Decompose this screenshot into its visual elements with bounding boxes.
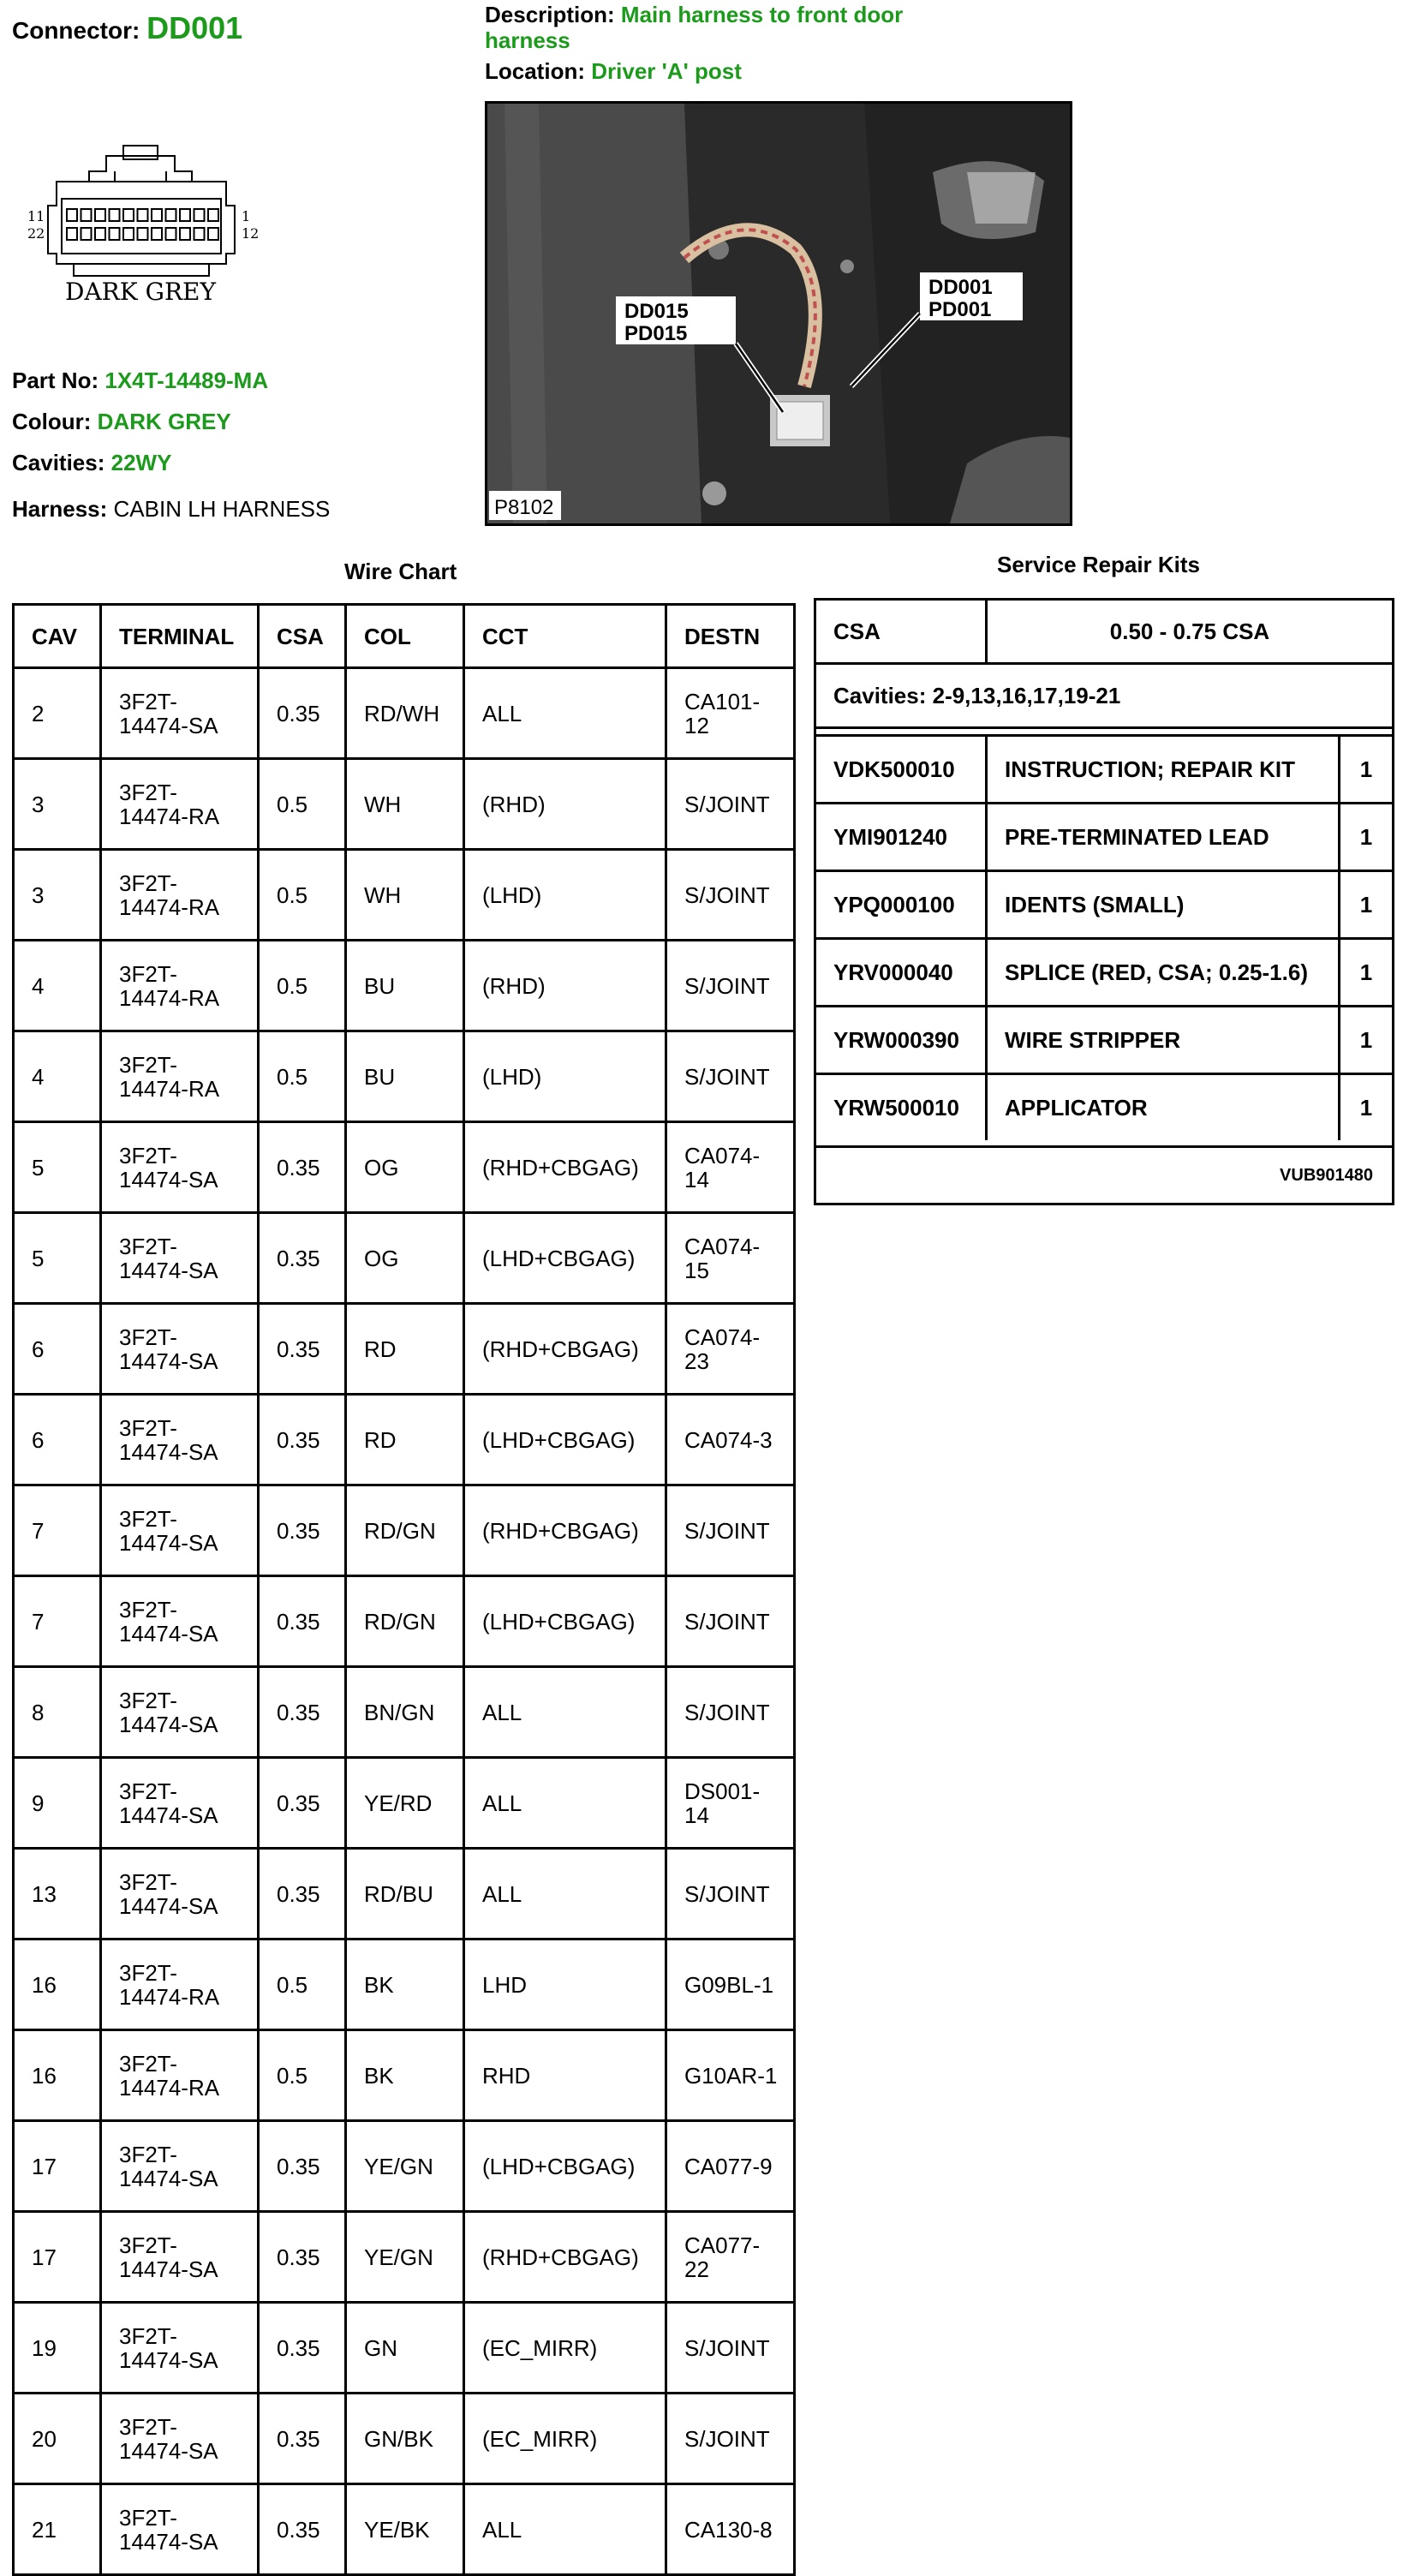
cell-destn: S/JOINT (666, 941, 795, 1031)
cell-col: RD (346, 1304, 464, 1395)
cell-cav: 7 (14, 1576, 101, 1667)
cell-terminal: 3F2T-14474-SA (101, 1122, 259, 1213)
cell-destn: G09BL-1 (666, 1939, 795, 2030)
kit-csa-value: 0.50 - 0.75 CSA (1109, 618, 1270, 644)
cell-csa: 0.5 (259, 850, 346, 941)
table-row (14, 2394, 795, 2484)
connector-cavity (208, 209, 218, 221)
kit-description: PRE-TERMINATED LEAD (988, 804, 1340, 870)
table-row (14, 1849, 795, 1939)
cell-destn: G10AR-1 (666, 2030, 795, 2121)
cell-csa: 0.35 (259, 1758, 346, 1849)
cell-col: WH (346, 759, 464, 850)
cell-terminal: 3F2T-14474-SA (101, 1485, 259, 1576)
cell-destn: S/JOINT (666, 1849, 795, 1939)
cell-cav: 16 (14, 1939, 101, 2030)
cell-terminal: 3F2T-14474-SA (101, 1667, 259, 1758)
connector-cavity (208, 228, 218, 240)
cell-cav: 17 (14, 2121, 101, 2212)
cell-col: OG (346, 1213, 464, 1304)
cell-csa: 0.35 (259, 1667, 346, 1758)
connector-cavity (81, 209, 92, 221)
cell-destn: CA130-8 (666, 2484, 795, 2575)
pin-label-22: 22 (27, 225, 45, 242)
cell-terminal: 3F2T-14474-SA (101, 1849, 259, 1939)
colour-label: Colour: (12, 409, 92, 434)
cell-cav: 17 (14, 2212, 101, 2303)
kit-separator (816, 1140, 1392, 1148)
service-repair-kits-title: Service Repair Kits (997, 552, 1201, 577)
cell-csa: 0.35 (259, 1395, 346, 1485)
wire-chart-title: Wire Chart (344, 559, 457, 584)
cell-terminal: 3F2T-14474-RA (101, 850, 259, 941)
cell-destn: S/JOINT (666, 1031, 795, 1122)
kit-item-row (816, 737, 1392, 804)
cell-col: GN (346, 2303, 464, 2394)
cell-col: BK (346, 2030, 464, 2121)
cell-terminal: 3F2T-14474-SA (101, 2212, 259, 2303)
cell-terminal: 3F2T-14474-SA (101, 1758, 259, 1849)
pin-label-11: 11 (27, 208, 45, 224)
kit-quantity: 1 (1359, 756, 1373, 782)
table-row (14, 1395, 795, 1485)
photo-callout-dd015: DD015 (624, 300, 689, 323)
cell-destn: S/JOINT (666, 759, 795, 850)
cell-cct: (RHD) (464, 759, 666, 850)
kit-item-row (816, 940, 1392, 1007)
kit-quantity: 1 (1359, 823, 1373, 850)
colour-row (12, 401, 330, 442)
photo-callout-dd001: DD001 (928, 276, 993, 299)
table-row (14, 668, 795, 759)
kit-cavities: Cavities: 2-9,13,16,17,19-21 (833, 682, 1121, 708)
kit-part-number: YMI901240 (816, 804, 988, 870)
cell-terminal: 3F2T-14474-SA (101, 2303, 259, 2394)
connector-cavity (67, 209, 77, 221)
cavities-value: 22WY (110, 450, 172, 475)
cell-destn: CA077-9 (666, 2121, 795, 2212)
kit-quantity: 1 (1359, 1094, 1373, 1121)
pin-label-12: 12 (242, 225, 260, 242)
cell-cav: 8 (14, 1667, 101, 1758)
connector-cavity (194, 228, 205, 240)
cell-destn: CA101-12 (666, 668, 795, 759)
cell-cct: RHD (464, 2030, 666, 2121)
connector-cavity (123, 209, 134, 221)
cell-terminal: 3F2T-14474-SA (101, 1304, 259, 1395)
part-number-label: Part No: (12, 368, 99, 393)
cell-col: WH (346, 850, 464, 941)
cell-csa: 0.35 (259, 2121, 346, 2212)
cell-destn: S/JOINT (666, 1667, 795, 1758)
cell-col: BU (346, 941, 464, 1031)
kit-description: WIRE STRIPPER (988, 1007, 1340, 1073)
cell-cct: (RHD+CBGAG) (464, 1485, 666, 1576)
table-row (14, 2484, 795, 2575)
kit-item-row (816, 872, 1392, 940)
cell-csa: 0.5 (259, 2030, 346, 2121)
header-col: COL (346, 605, 464, 668)
cell-col: RD (346, 1395, 464, 1485)
cell-terminal: 3F2T-14474-RA (101, 2030, 259, 2121)
cell-col: RD/BU (346, 1849, 464, 1939)
cell-csa: 0.35 (259, 2484, 346, 2575)
table-row (14, 1485, 795, 1576)
kit-csa-row (816, 601, 1392, 665)
connector-cavity (180, 228, 190, 240)
part-number-row (12, 360, 330, 401)
cell-cav: 3 (14, 850, 101, 941)
cell-cav: 7 (14, 1485, 101, 1576)
cell-cct: (LHD+CBGAG) (464, 1395, 666, 1485)
kit-quantity: 1 (1359, 891, 1373, 917)
connector-cavity (138, 228, 148, 240)
connector-heading (12, 10, 242, 46)
kit-quantity: 1 (1359, 1026, 1373, 1053)
kit-item-row (816, 804, 1392, 872)
cell-cct: (LHD) (464, 850, 666, 941)
kit-part-number: YRW500010 (816, 1075, 988, 1140)
cell-cav: 19 (14, 2303, 101, 2394)
cell-destn: CA074-3 (666, 1395, 795, 1485)
colour-value: DARK GREY (97, 409, 231, 434)
header-csa: CSA (259, 605, 346, 668)
cell-cav: 5 (14, 1213, 101, 1304)
cell-cav: 20 (14, 2394, 101, 2484)
cell-csa: 0.35 (259, 1485, 346, 1576)
table-row (14, 850, 795, 941)
kit-part-number: YRV000040 (816, 940, 988, 1005)
kit-description: SPLICE (RED, CSA; 0.25-1.6) (988, 940, 1340, 1005)
cell-csa: 0.35 (259, 2394, 346, 2484)
cell-col: GN/BK (346, 2394, 464, 2484)
cell-terminal: 3F2T-14474-RA (101, 941, 259, 1031)
cell-col: BU (346, 1031, 464, 1122)
table-row (14, 1213, 795, 1304)
harness-row (12, 488, 330, 529)
table-row (14, 1667, 795, 1758)
photo-figure-id: P8102 (494, 496, 554, 519)
table-row (14, 1576, 795, 1667)
cell-cct: ALL (464, 1758, 666, 1849)
harness-value: CABIN LH HARNESS (113, 496, 331, 522)
cell-csa: 0.35 (259, 668, 346, 759)
cell-cav: 16 (14, 2030, 101, 2121)
cell-csa: 0.5 (259, 941, 346, 1031)
cell-col: BN/GN (346, 1667, 464, 1758)
header-destn: DESTN (666, 605, 795, 668)
cell-terminal: 3F2T-14474-SA (101, 2121, 259, 2212)
cell-terminal: 3F2T-14474-RA (101, 1031, 259, 1122)
photo-callout-pd001: PD001 (928, 298, 992, 321)
cavities-row (12, 442, 330, 483)
cell-cav: 2 (14, 668, 101, 759)
cell-destn: S/JOINT (666, 1576, 795, 1667)
cell-csa: 0.5 (259, 1031, 346, 1122)
kit-csa-label: CSA (816, 601, 988, 662)
cell-cav: 4 (14, 941, 101, 1031)
cell-terminal: 3F2T-14474-SA (101, 2484, 259, 2575)
cell-cav: 9 (14, 1758, 101, 1849)
cell-terminal: 3F2T-14474-SA (101, 1576, 259, 1667)
cell-cav: 6 (14, 1304, 101, 1395)
cell-cct: ALL (464, 1667, 666, 1758)
location-text: Driver 'A' post (591, 58, 742, 84)
cell-terminal: 3F2T-14474-SA (101, 1213, 259, 1304)
kit-separator (816, 729, 1392, 737)
cell-cav: 3 (14, 759, 101, 850)
cell-terminal: 3F2T-14474-RA (101, 1939, 259, 2030)
cell-csa: 0.35 (259, 2303, 346, 2394)
kit-item-row (816, 1007, 1392, 1075)
kit-footer-code: VUB901480 (1280, 1165, 1373, 1185)
kit-item-list (816, 737, 1392, 1140)
cell-cct: LHD (464, 1939, 666, 2030)
connector-cavity (138, 209, 148, 221)
header-terminal: TERMINAL (101, 605, 259, 668)
pin-label-1: 1 (242, 208, 251, 224)
table-row (14, 1304, 795, 1395)
cell-csa: 0.35 (259, 2212, 346, 2303)
cell-destn: DS001-14 (666, 1758, 795, 1849)
connector-cavity (180, 209, 190, 221)
location (485, 58, 742, 85)
cell-col: YE/GN (346, 2212, 464, 2303)
cell-destn: CA074-14 (666, 1122, 795, 1213)
cell-csa: 0.35 (259, 1122, 346, 1213)
cell-cct: (EC_MIRR) (464, 2394, 666, 2484)
cell-col: YE/BK (346, 2484, 464, 2575)
cell-cct: (LHD+CBGAG) (464, 1213, 666, 1304)
connector-cavity (152, 228, 162, 240)
connector-cavity (67, 228, 77, 240)
cell-csa: 0.35 (259, 1304, 346, 1395)
cell-destn: S/JOINT (666, 2394, 795, 2484)
connector-id: DD001 (146, 10, 243, 45)
table-row (14, 2030, 795, 2121)
connector-cavity (95, 228, 105, 240)
connector-cavity (95, 209, 105, 221)
cell-col: OG (346, 1122, 464, 1213)
cell-cav: 13 (14, 1849, 101, 1939)
cell-terminal: 3F2T-14474-SA (101, 2394, 259, 2484)
connector-cavity (110, 209, 120, 221)
cell-cav: 5 (14, 1122, 101, 1213)
table-row (14, 1939, 795, 2030)
description (485, 2, 930, 53)
harness-label: Harness: (12, 496, 108, 522)
table-row (14, 2212, 795, 2303)
connector-cavity (110, 228, 120, 240)
cell-cct: (EC_MIRR) (464, 2303, 666, 2394)
service-repair-kits-table (814, 598, 1394, 1205)
kit-part-number: YRW000390 (816, 1007, 988, 1073)
cell-col: BK (346, 1939, 464, 2030)
cell-terminal: 3F2T-14474-RA (101, 759, 259, 850)
cell-cct: (LHD) (464, 1031, 666, 1122)
kit-cavities-row (816, 665, 1392, 729)
cell-cct: (RHD) (464, 941, 666, 1031)
cell-col: YE/RD (346, 1758, 464, 1849)
cell-csa: 0.35 (259, 1576, 346, 1667)
cell-cct: (LHD+CBGAG) (464, 2121, 666, 2212)
table-row (14, 941, 795, 1031)
connector-label: Connector: (12, 17, 140, 44)
part-info (12, 360, 330, 529)
connector-cavity (123, 228, 134, 240)
connector-cavity (152, 209, 162, 221)
header-cav: CAV (14, 605, 101, 668)
table-row (14, 759, 795, 850)
table-row (14, 2303, 795, 2394)
cell-cct: ALL (464, 1849, 666, 1939)
description-label: Description: (485, 2, 615, 27)
kit-item-row (816, 1075, 1392, 1140)
kit-description: INSTRUCTION; REPAIR KIT (988, 737, 1340, 802)
cell-cct: ALL (464, 2484, 666, 2575)
connector-cavity (166, 228, 176, 240)
kit-part-number: VDK500010 (816, 737, 988, 802)
cell-destn: CA074-23 (666, 1304, 795, 1395)
cell-col: YE/GN (346, 2121, 464, 2212)
wire-chart-header-row (14, 605, 795, 668)
location-photo (485, 101, 1072, 526)
table-row (14, 1031, 795, 1122)
connector-cavity (194, 209, 205, 221)
kit-description: APPLICATOR (988, 1075, 1340, 1140)
cell-cav: 6 (14, 1395, 101, 1485)
cell-destn: CA074-15 (666, 1213, 795, 1304)
location-label: Location: (485, 58, 585, 84)
part-number-value: 1X4T-14489-MA (104, 368, 269, 393)
cell-cct: (LHD+CBGAG) (464, 1576, 666, 1667)
cell-terminal: 3F2T-14474-SA (101, 1395, 259, 1485)
table-row (14, 1758, 795, 1849)
connector-cavity (166, 209, 176, 221)
kit-description: IDENTS (SMALL) (988, 872, 1340, 937)
cell-cct: ALL (464, 668, 666, 759)
cell-cct: (RHD+CBGAG) (464, 1122, 666, 1213)
cell-cav: 4 (14, 1031, 101, 1122)
cell-destn: CA077-22 (666, 2212, 795, 2303)
kit-quantity: 1 (1359, 959, 1373, 985)
photo-callout-pd015: PD015 (624, 322, 688, 345)
table-row (14, 1122, 795, 1213)
cell-col: RD/WH (346, 668, 464, 759)
cell-destn: S/JOINT (666, 850, 795, 941)
cell-destn: S/JOINT (666, 2303, 795, 2394)
header-cct: CCT (464, 605, 666, 668)
connector-face-diagram (12, 137, 269, 308)
wire-chart-table (12, 603, 796, 2576)
cell-destn: S/JOINT (666, 1485, 795, 1576)
cavities-label: Cavities: (12, 450, 105, 475)
connector-cavity (81, 228, 92, 240)
cell-cct: (RHD+CBGAG) (464, 1304, 666, 1395)
cell-col: RD/GN (346, 1485, 464, 1576)
cell-csa: 0.35 (259, 1849, 346, 1939)
table-row (14, 2121, 795, 2212)
cell-col: RD/GN (346, 1576, 464, 1667)
cell-terminal: 3F2T-14474-SA (101, 668, 259, 759)
cell-csa: 0.5 (259, 759, 346, 850)
description-text: Main harness to front door harness (485, 2, 904, 53)
cell-csa: 0.35 (259, 1213, 346, 1304)
cell-csa: 0.5 (259, 1939, 346, 2030)
kit-part-number: YPQ000100 (816, 872, 988, 937)
connector-colour-caption: DARK GREY (65, 278, 216, 306)
cell-cav: 21 (14, 2484, 101, 2575)
cell-cct: (RHD+CBGAG) (464, 2212, 666, 2303)
